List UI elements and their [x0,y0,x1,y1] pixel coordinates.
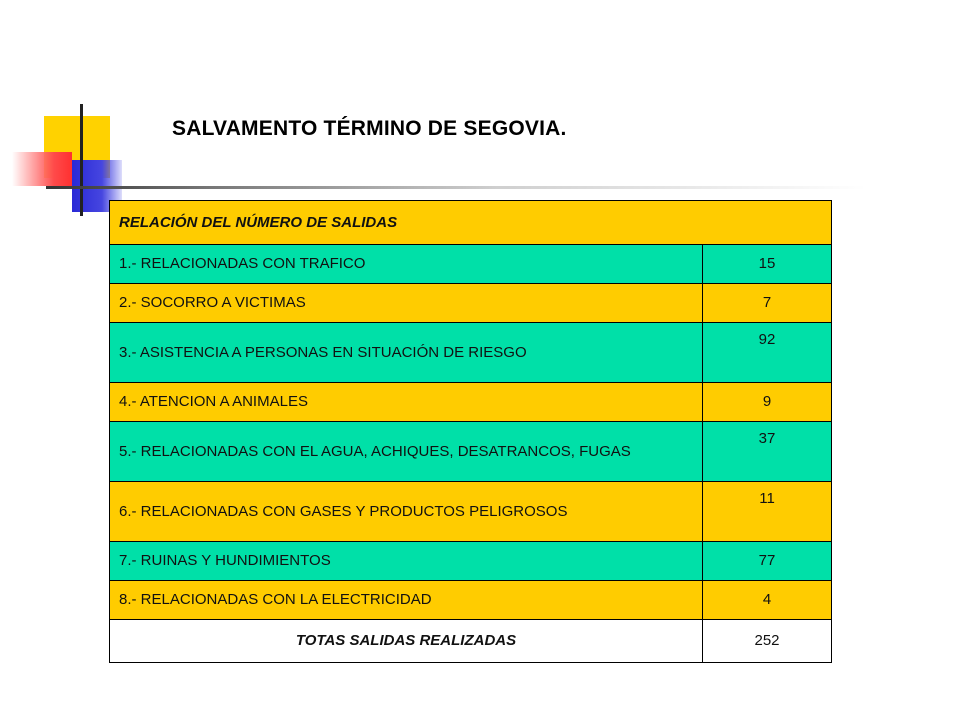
row-label: 8.- RELACIONADAS CON LA ELECTRICIDAD [110,581,703,620]
table-header: RELACIÓN DEL NÚMERO DE SALIDAS [110,201,832,245]
table-row [110,542,832,581]
row-value: 92 [703,323,832,383]
total-label: TOTAS SALIDAS REALIZADAS [110,620,703,663]
table-row [110,284,832,323]
row-value: 15 [703,245,832,284]
salidas-table [109,200,832,663]
row-label: 5.- RELACIONADAS CON EL AGUA, ACHIQUES, DESATRANCOS, FUGAS [110,422,703,482]
table-row [110,245,832,284]
row-value: 77 [703,542,832,581]
row-label: 1.- RELACIONADAS CON TRAFICO [110,245,703,284]
total-row [110,620,832,663]
title-underline [46,186,866,189]
row-value: 4 [703,581,832,620]
row-label: 4.- ATENCION A ANIMALES [110,383,703,422]
row-value: 7 [703,284,832,323]
row-label: 2.- SOCORRO A VICTIMAS [110,284,703,323]
row-value: 9 [703,383,832,422]
table-row [110,581,832,620]
total-value: 252 [703,620,832,663]
logo-red-square [12,152,72,186]
row-label: 3.- ASISTENCIA A PERSONAS EN SITUACIÓN DE RIESGO [110,323,703,383]
row-label: 6.- RELACIONADAS CON GASES Y PRODUCTOS PELIGROSOS [110,482,703,542]
table-row [110,482,832,542]
row-value: 11 [703,482,832,542]
table-row [110,323,832,383]
table-row [110,422,832,482]
page-title: SALVAMENTO TÉRMINO DE SEGOVIA. [172,117,567,140]
logo-vertical-line [80,104,83,216]
row-value: 37 [703,422,832,482]
row-label: 7.- RUINAS Y HUNDIMIENTOS [110,542,703,581]
table-row [110,383,832,422]
table-header-row [110,201,832,245]
logo-yellow-square [44,116,110,178]
